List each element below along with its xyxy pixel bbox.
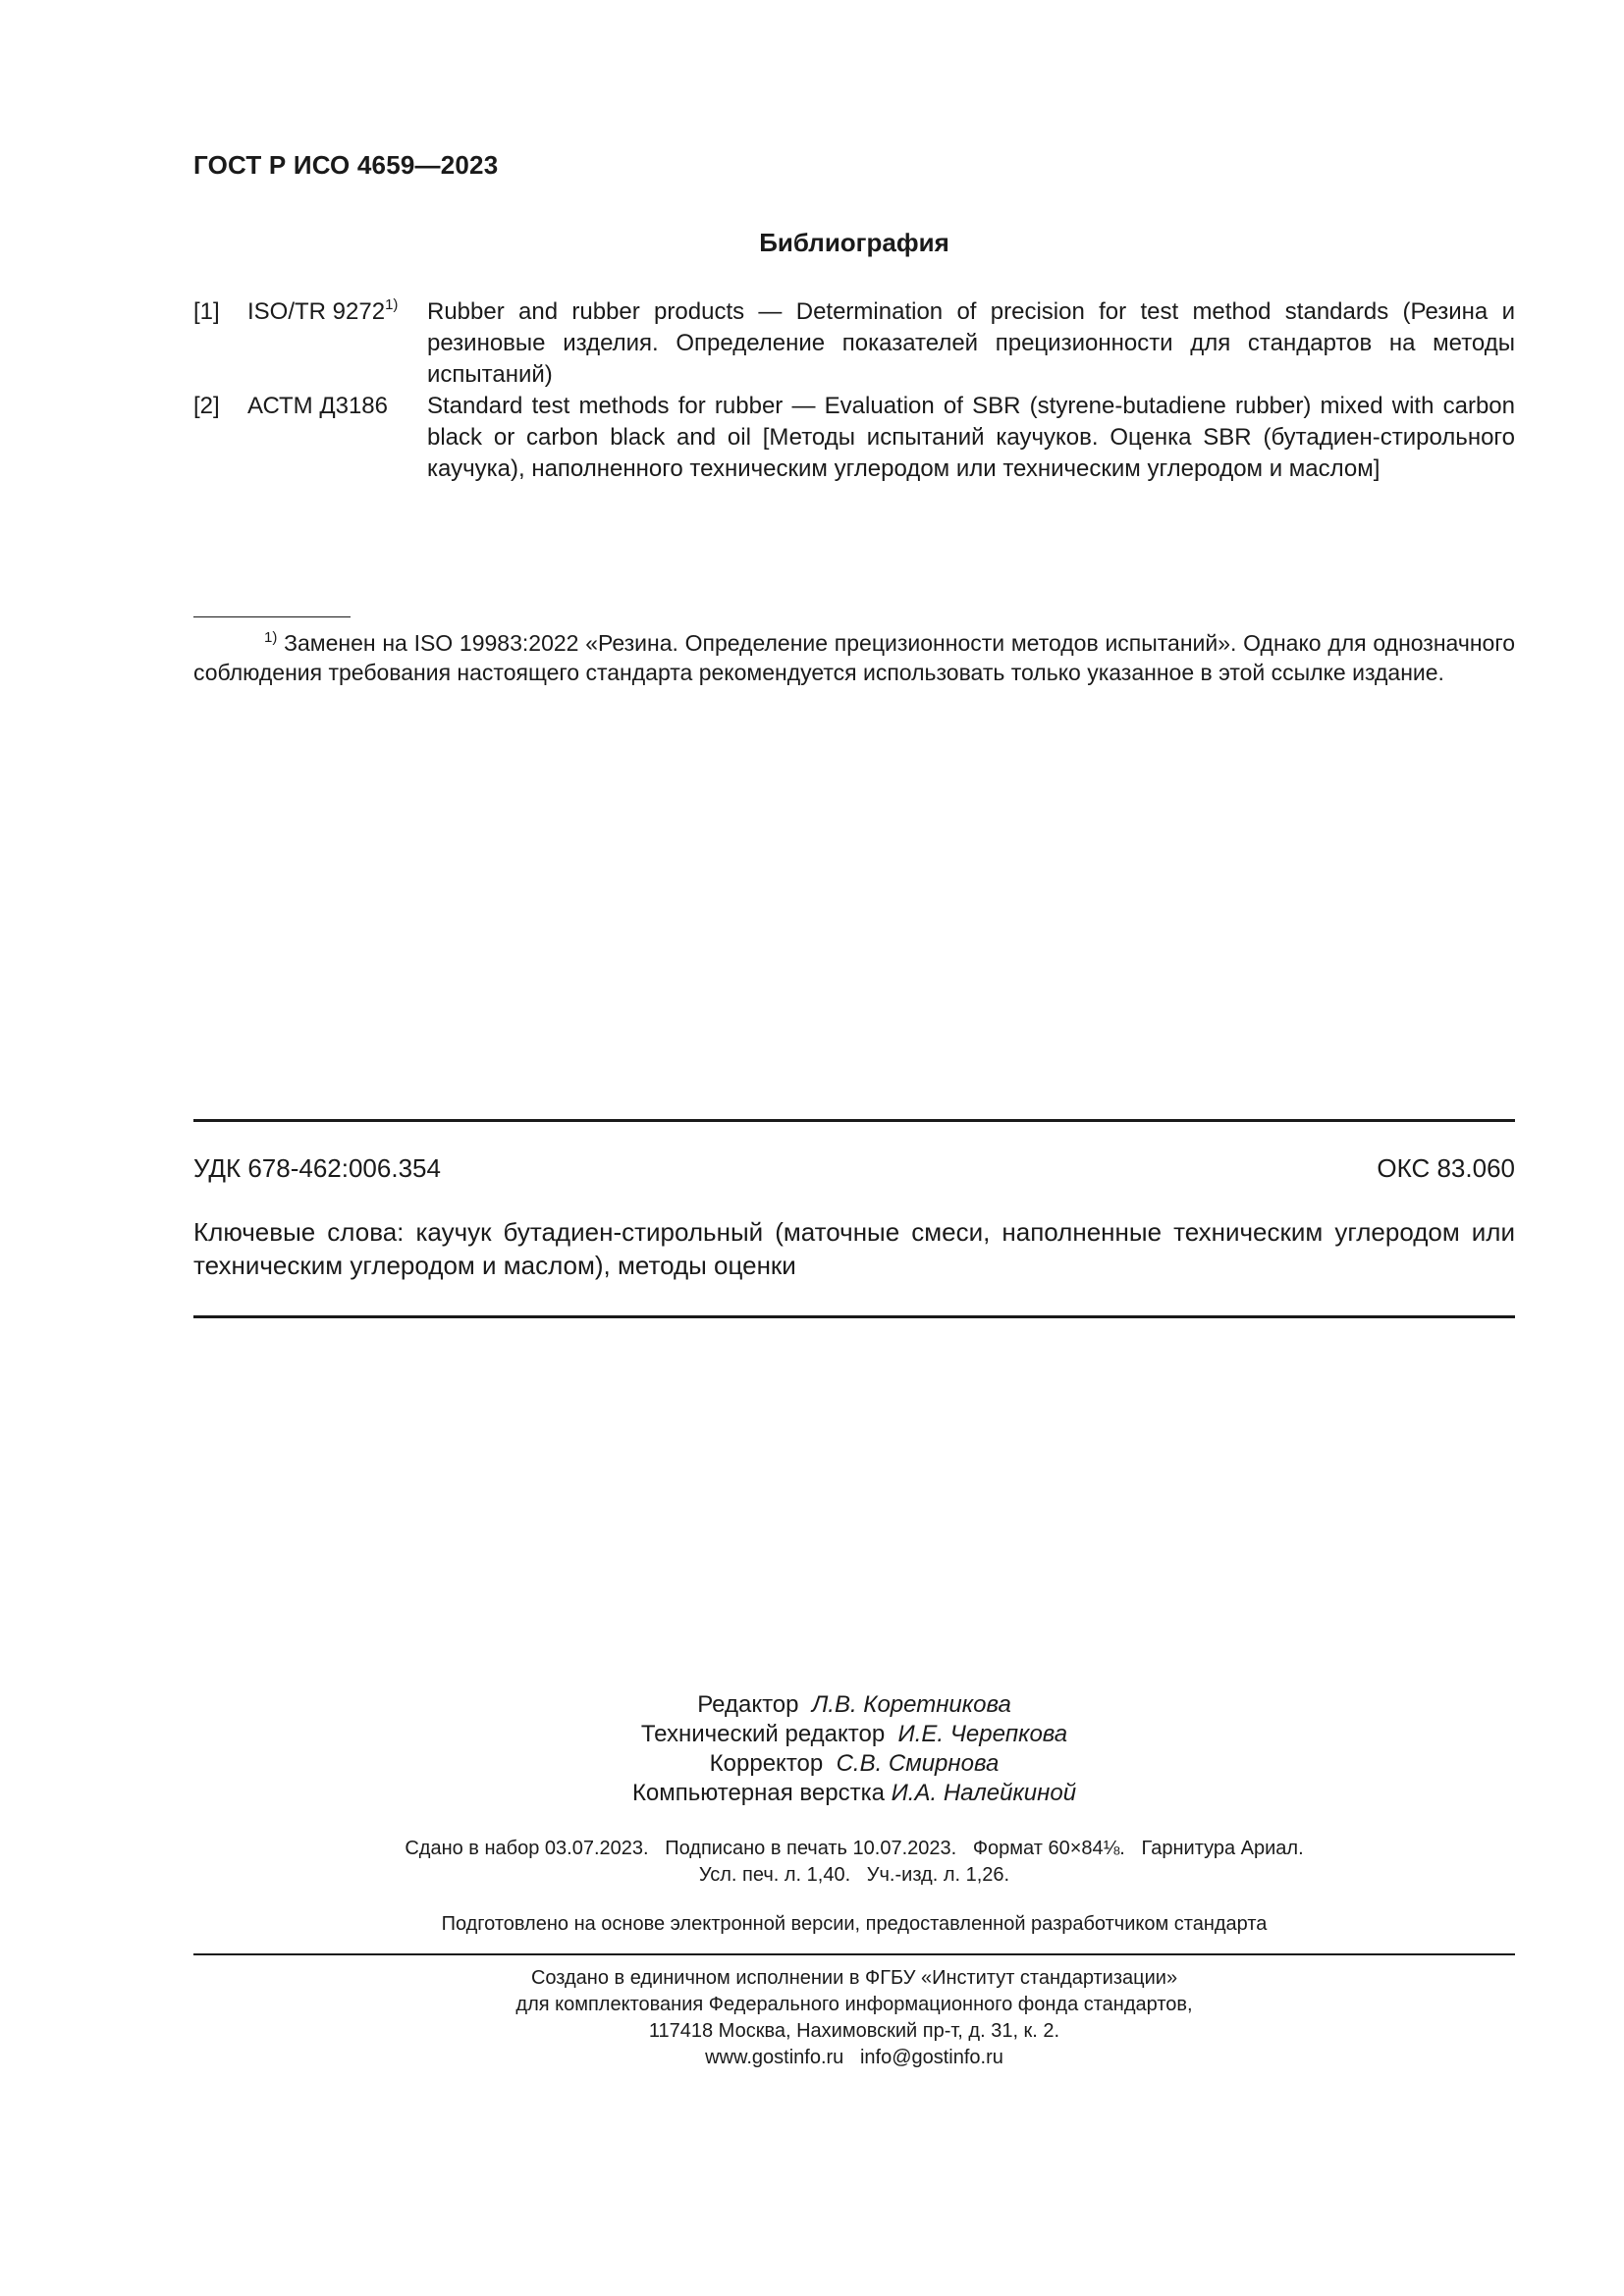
footnote-marker: 1)	[264, 629, 278, 646]
entry-code-text: АСТМ Д3186	[247, 393, 388, 419]
credit-technical-editor	[0, 1720, 1624, 1749]
bibliography-entry	[193, 296, 1515, 391]
bibliography-entry	[193, 391, 1515, 485]
entry-code	[247, 296, 398, 328]
publisher-contacts: www.gostinfo.ru info@gostinfo.ru	[705, 2047, 1003, 2068]
credit-role: Корректор	[709, 1750, 824, 1777]
credit-role: Редактор	[697, 1691, 799, 1718]
credits-block	[0, 1690, 1624, 1808]
footnote-separator	[193, 616, 351, 617]
credit-proofreader	[0, 1749, 1624, 1779]
publisher-block	[0, 1965, 1624, 2071]
entry-number: [2]	[193, 393, 220, 419]
entry-code-text: ISO/TR 9272	[247, 298, 386, 325]
credit-layout	[0, 1779, 1624, 1808]
bibliography-title: Библиография	[759, 228, 949, 257]
print-info-line: Сдано в набор 03.07.2023. Подписано в печать 10.07.2023. Формат 60×84⅛. Гарнитура Ариал.	[405, 1838, 1304, 1859]
credit-role: Технический редактор	[640, 1721, 886, 1747]
publisher-line: для комплектования Федерального информационного фонда стандартов,	[515, 1994, 1193, 2015]
footnote-text: Заменен на ISO 19983:2022 «Резина. Определение прецизионности методов испытаний». Однако для однозначного соблюдения требования настоящего стандарта рекомендуется использовать только указанное в этой ссылке издание.	[193, 630, 1515, 685]
section-divider-bottom	[193, 1315, 1515, 1318]
document-number: ГОСТ Р ИСО 4659—2023	[193, 150, 499, 180]
oks-code: ОКС 83.060	[1377, 1153, 1515, 1183]
credit-name: С.В. Смирнова	[836, 1750, 1000, 1777]
credit-name: И.Е. Черепкова	[897, 1721, 1068, 1747]
entry-text: Standard test methods for rubber — Evaluation of SBR (styrene-butadiene rubber) mixed with carbon black or carbon black and oil [Методы испытаний каучуков. Оценка SBR (бутадиен-стирольного каучука), наполненного техническим углеродом или техническим углеродом и маслом]	[427, 393, 1515, 482]
publisher-line: 117418 Москва, Нахимовский пр-т, д. 31, к. 2.	[648, 2020, 1060, 2042]
entry-text: Rubber and rubber products — Determination of precision for test method standards (Резина и резиновые изделия. Определение показателей прецизионности для стандартов на методы испытаний)	[427, 298, 1515, 388]
credit-editor	[0, 1690, 1624, 1720]
credit-name: Л.В. Коретникова	[811, 1691, 1011, 1718]
footnote-reference: 1)	[385, 296, 399, 313]
publisher-divider	[193, 1953, 1515, 1955]
credit-name: И.А. Налейкиной	[891, 1780, 1077, 1806]
udk-code: УДК 678-462:006.354	[193, 1153, 441, 1183]
credit-role: Компьютерная верстка	[631, 1780, 885, 1806]
entry-code	[247, 391, 388, 422]
keywords: Ключевые слова: каучук бутадиен-стирольный (маточные смеси, наполненные техническим углеродом или техническим углеродом и маслом), методы оценки	[193, 1217, 1515, 1280]
publisher-line: Создано в единичном исполнении в ФГБУ «Институт стандартизации»	[530, 1967, 1178, 1989]
print-info-line: Усл. печ. л. 1,40. Уч.-изд. л. 1,26.	[698, 1864, 1010, 1886]
print-info	[0, 1836, 1624, 1889]
section-divider-top	[193, 1119, 1515, 1122]
footnote	[193, 628, 1515, 687]
prepared-note: Подготовлено на основе электронной версии, предоставленной разработчиком стандарта	[441, 1913, 1268, 1935]
entry-number: [1]	[193, 298, 220, 325]
